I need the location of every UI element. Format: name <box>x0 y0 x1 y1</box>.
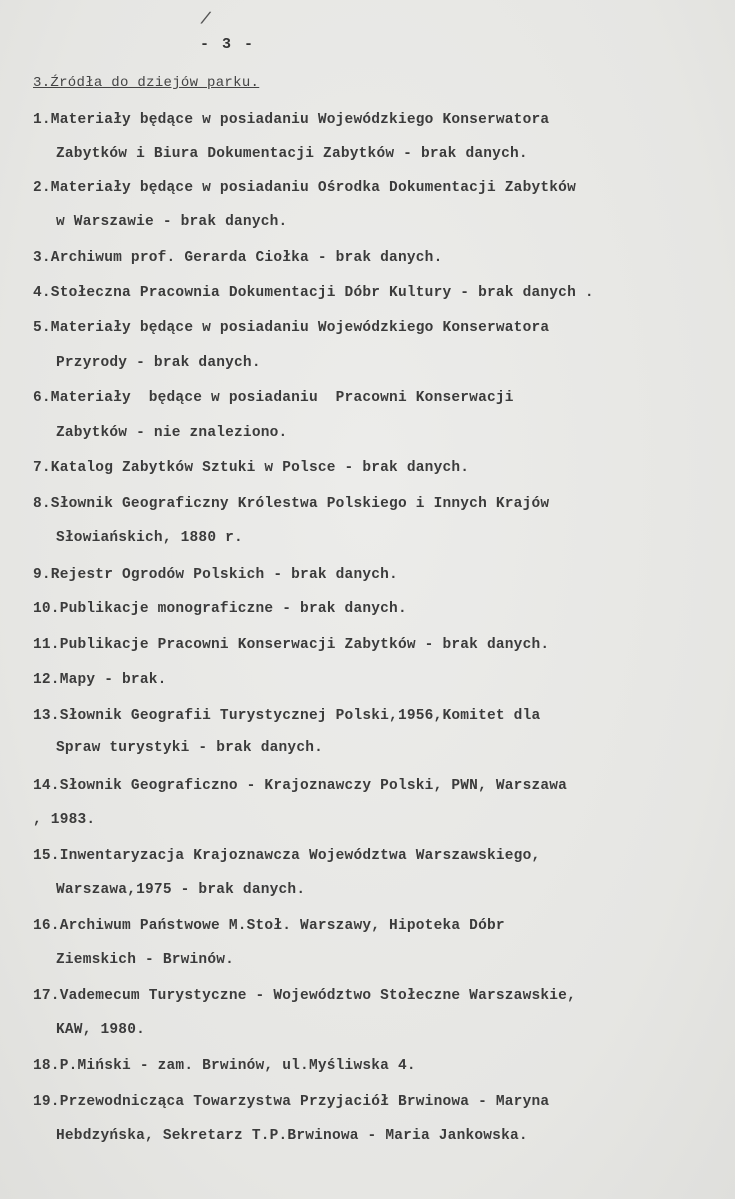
list-item: 17.Vademecum Turystyczne - Województwo Stołeczne Warszawskie, <box>33 988 576 1004</box>
list-item: 2.Materiały będące w posiadaniu Ośrodka Dokumentacji Zabytków <box>33 180 576 196</box>
list-item: 4.Stołeczna Pracownia Dokumentacji Dóbr Kultury - brak danych . <box>33 285 594 301</box>
list-item: 12.Mapy - brak. <box>33 672 167 688</box>
list-item-continuation: Przyrody - brak danych. <box>56 355 261 371</box>
list-item: 15.Inwentaryzacja Krajoznawcza Województwa Warszawskiego, <box>33 848 541 864</box>
list-item-continuation: Ziemskich - Brwinów. <box>56 952 235 968</box>
list-item: 18.P.Miński - zam. Brwinów, ul.Myśliwska 4. <box>33 1058 416 1074</box>
list-item-continuation: w Warszawie - brak danych. <box>56 214 288 230</box>
list-item-continuation: Hebdzyńska, Sekretarz T.P.Brwinowa - Maria Jankowska. <box>56 1128 528 1144</box>
section-heading: 3.Źródła do dziejów parku. <box>33 75 260 91</box>
list-item-continuation: Zabytków - nie znaleziono. <box>56 425 288 441</box>
list-item: , 1983. <box>33 812 96 828</box>
list-item: 14.Słownik Geograficzno - Krajoznawczy Polski, PWN, Warszawa <box>33 778 568 794</box>
list-item: 16.Archiwum Państwowe M.Stoł. Warszawy, Hipoteka Dóbr <box>33 918 505 934</box>
list-item: 7.Katalog Zabytków Sztuki w Polsce - brak danych. <box>33 460 470 476</box>
list-item: 9.Rejestr Ogrodów Polskich - brak danych. <box>33 567 398 583</box>
list-item: 19.Przewodnicząca Towarzystwa Przyjaciół Brwinowa - Maryna <box>33 1094 550 1110</box>
list-item: 13.Słownik Geografii Turystycznej Polski,1956,Komitet dla <box>33 708 541 724</box>
list-item-continuation: Słowiańskich, 1880 r. <box>56 530 243 546</box>
list-item: 3.Archiwum prof. Gerarda Ciołka - brak danych. <box>33 250 443 266</box>
list-item: 11.Publikacje Pracowni Konserwacji Zabytków - brak danych. <box>33 637 550 653</box>
page-number: - 3 - <box>200 36 256 53</box>
list-item: 8.Słownik Geograficzny Królestwa Polskiego i Innych Krajów <box>33 496 550 512</box>
list-item-continuation: Warszawa,1975 - brak danych. <box>56 882 306 898</box>
list-item: 10.Publikacje monograficzne - brak danych. <box>33 601 407 617</box>
list-item-continuation: Spraw turystyki - brak danych. <box>56 740 324 756</box>
handwritten-mark: / <box>198 9 213 31</box>
list-item: 1.Materiały będące w posiadaniu Wojewódzkiego Konserwatora <box>33 112 550 128</box>
list-item-continuation: KAW, 1980. <box>56 1022 146 1038</box>
list-item-continuation: Zabytków i Biura Dokumentacji Zabytków - brak danych. <box>56 146 528 162</box>
list-item: 6.Materiały będące w posiadaniu Pracowni Konserwacji <box>33 390 514 406</box>
list-item: 5.Materiały będące w posiadaniu Wojewódzkiego Konserwatora <box>33 320 550 336</box>
